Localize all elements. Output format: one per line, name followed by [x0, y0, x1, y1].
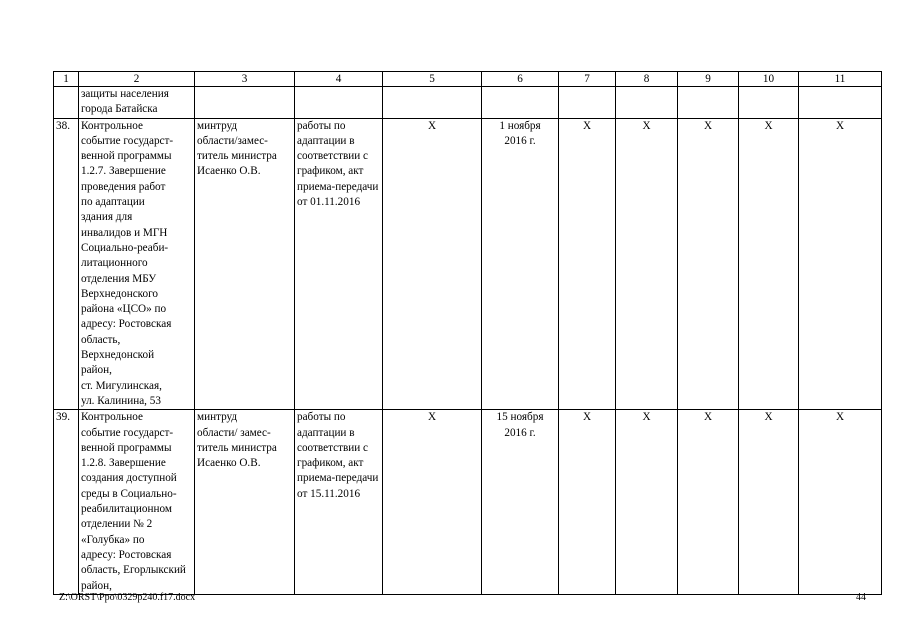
table-cell — [678, 87, 739, 119]
table-cell — [616, 87, 678, 119]
responsible-cell: минтруд области/ замес- титель министра Исаенко О.В. — [195, 410, 295, 595]
mark-cell: X — [678, 118, 739, 410]
header-cell: 9 — [678, 72, 739, 87]
mark-cell: X — [799, 410, 882, 595]
mark-cell: X — [678, 410, 739, 595]
row-number: 38. — [54, 118, 79, 410]
mark-cell: X — [616, 410, 678, 595]
footer-file-path: Z:\ORST\Ppo\0329p240.f17.docx — [59, 592, 196, 603]
mark-cell: X — [383, 410, 482, 595]
header-cell: 7 — [559, 72, 616, 87]
event-description: Контрольное событие государст- венной программы 1.2.8. Завершение создания доступной среды в Социально- реабилитационном отделении № 2 «Голубка» по адресу: Ростовская область, Егорлыкский район, — [79, 410, 195, 595]
date-cell: 1 ноября 2016 г. — [482, 118, 559, 410]
result-cell: работы по адаптации в соответствии с графиком, акт приема-передачи от 01.11.2016 — [295, 118, 383, 410]
header-cell: 10 — [739, 72, 799, 87]
event-description: Контрольное событие государст- венной программы 1.2.7. Завершение проведения работ по адаптации здания для инвалидов и МГН Социально-реаби- литационного отделения МБУ Верхнедонского района «ЦСО» по адресу: Ростовская область, Верхнедонской район, ст. Мигулинская, ул. Калинина, 53 — [79, 118, 195, 410]
table-cell — [559, 87, 616, 119]
mark-cell: X — [616, 118, 678, 410]
table-cell — [739, 87, 799, 119]
header-cell: 11 — [799, 72, 882, 87]
row-number: 39. — [54, 410, 79, 595]
table-cell — [482, 87, 559, 119]
table-cell — [295, 87, 383, 119]
continuation-text: защиты населения города Батайска — [79, 87, 195, 119]
header-cell: 5 — [383, 72, 482, 87]
header-row — [54, 72, 882, 87]
mark-cell: X — [383, 118, 482, 410]
table-cell — [799, 87, 882, 119]
plan-table — [53, 71, 882, 595]
table-cell — [54, 87, 79, 119]
header-cell: 4 — [295, 72, 383, 87]
table-cell — [195, 87, 295, 119]
mark-cell: X — [559, 118, 616, 410]
table-row — [54, 410, 882, 595]
continuation-row — [54, 87, 882, 119]
header-cell: 3 — [195, 72, 295, 87]
mark-cell: X — [739, 118, 799, 410]
date-cell: 15 ноября 2016 г. — [482, 410, 559, 595]
page-number: 44 — [856, 592, 866, 603]
table-row — [54, 118, 882, 410]
header-cell: 2 — [79, 72, 195, 87]
table-cell — [383, 87, 482, 119]
mark-cell: X — [799, 118, 882, 410]
header-cell: 6 — [482, 72, 559, 87]
mark-cell: X — [739, 410, 799, 595]
header-cell: 1 — [54, 72, 79, 87]
responsible-cell: минтруд области/замес- титель министра Исаенко О.В. — [195, 118, 295, 410]
header-cell: 8 — [616, 72, 678, 87]
mark-cell: X — [559, 410, 616, 595]
result-cell: работы по адаптации в соответствии с графиком, акт приема-передачи от 15.11.2016 — [295, 410, 383, 595]
